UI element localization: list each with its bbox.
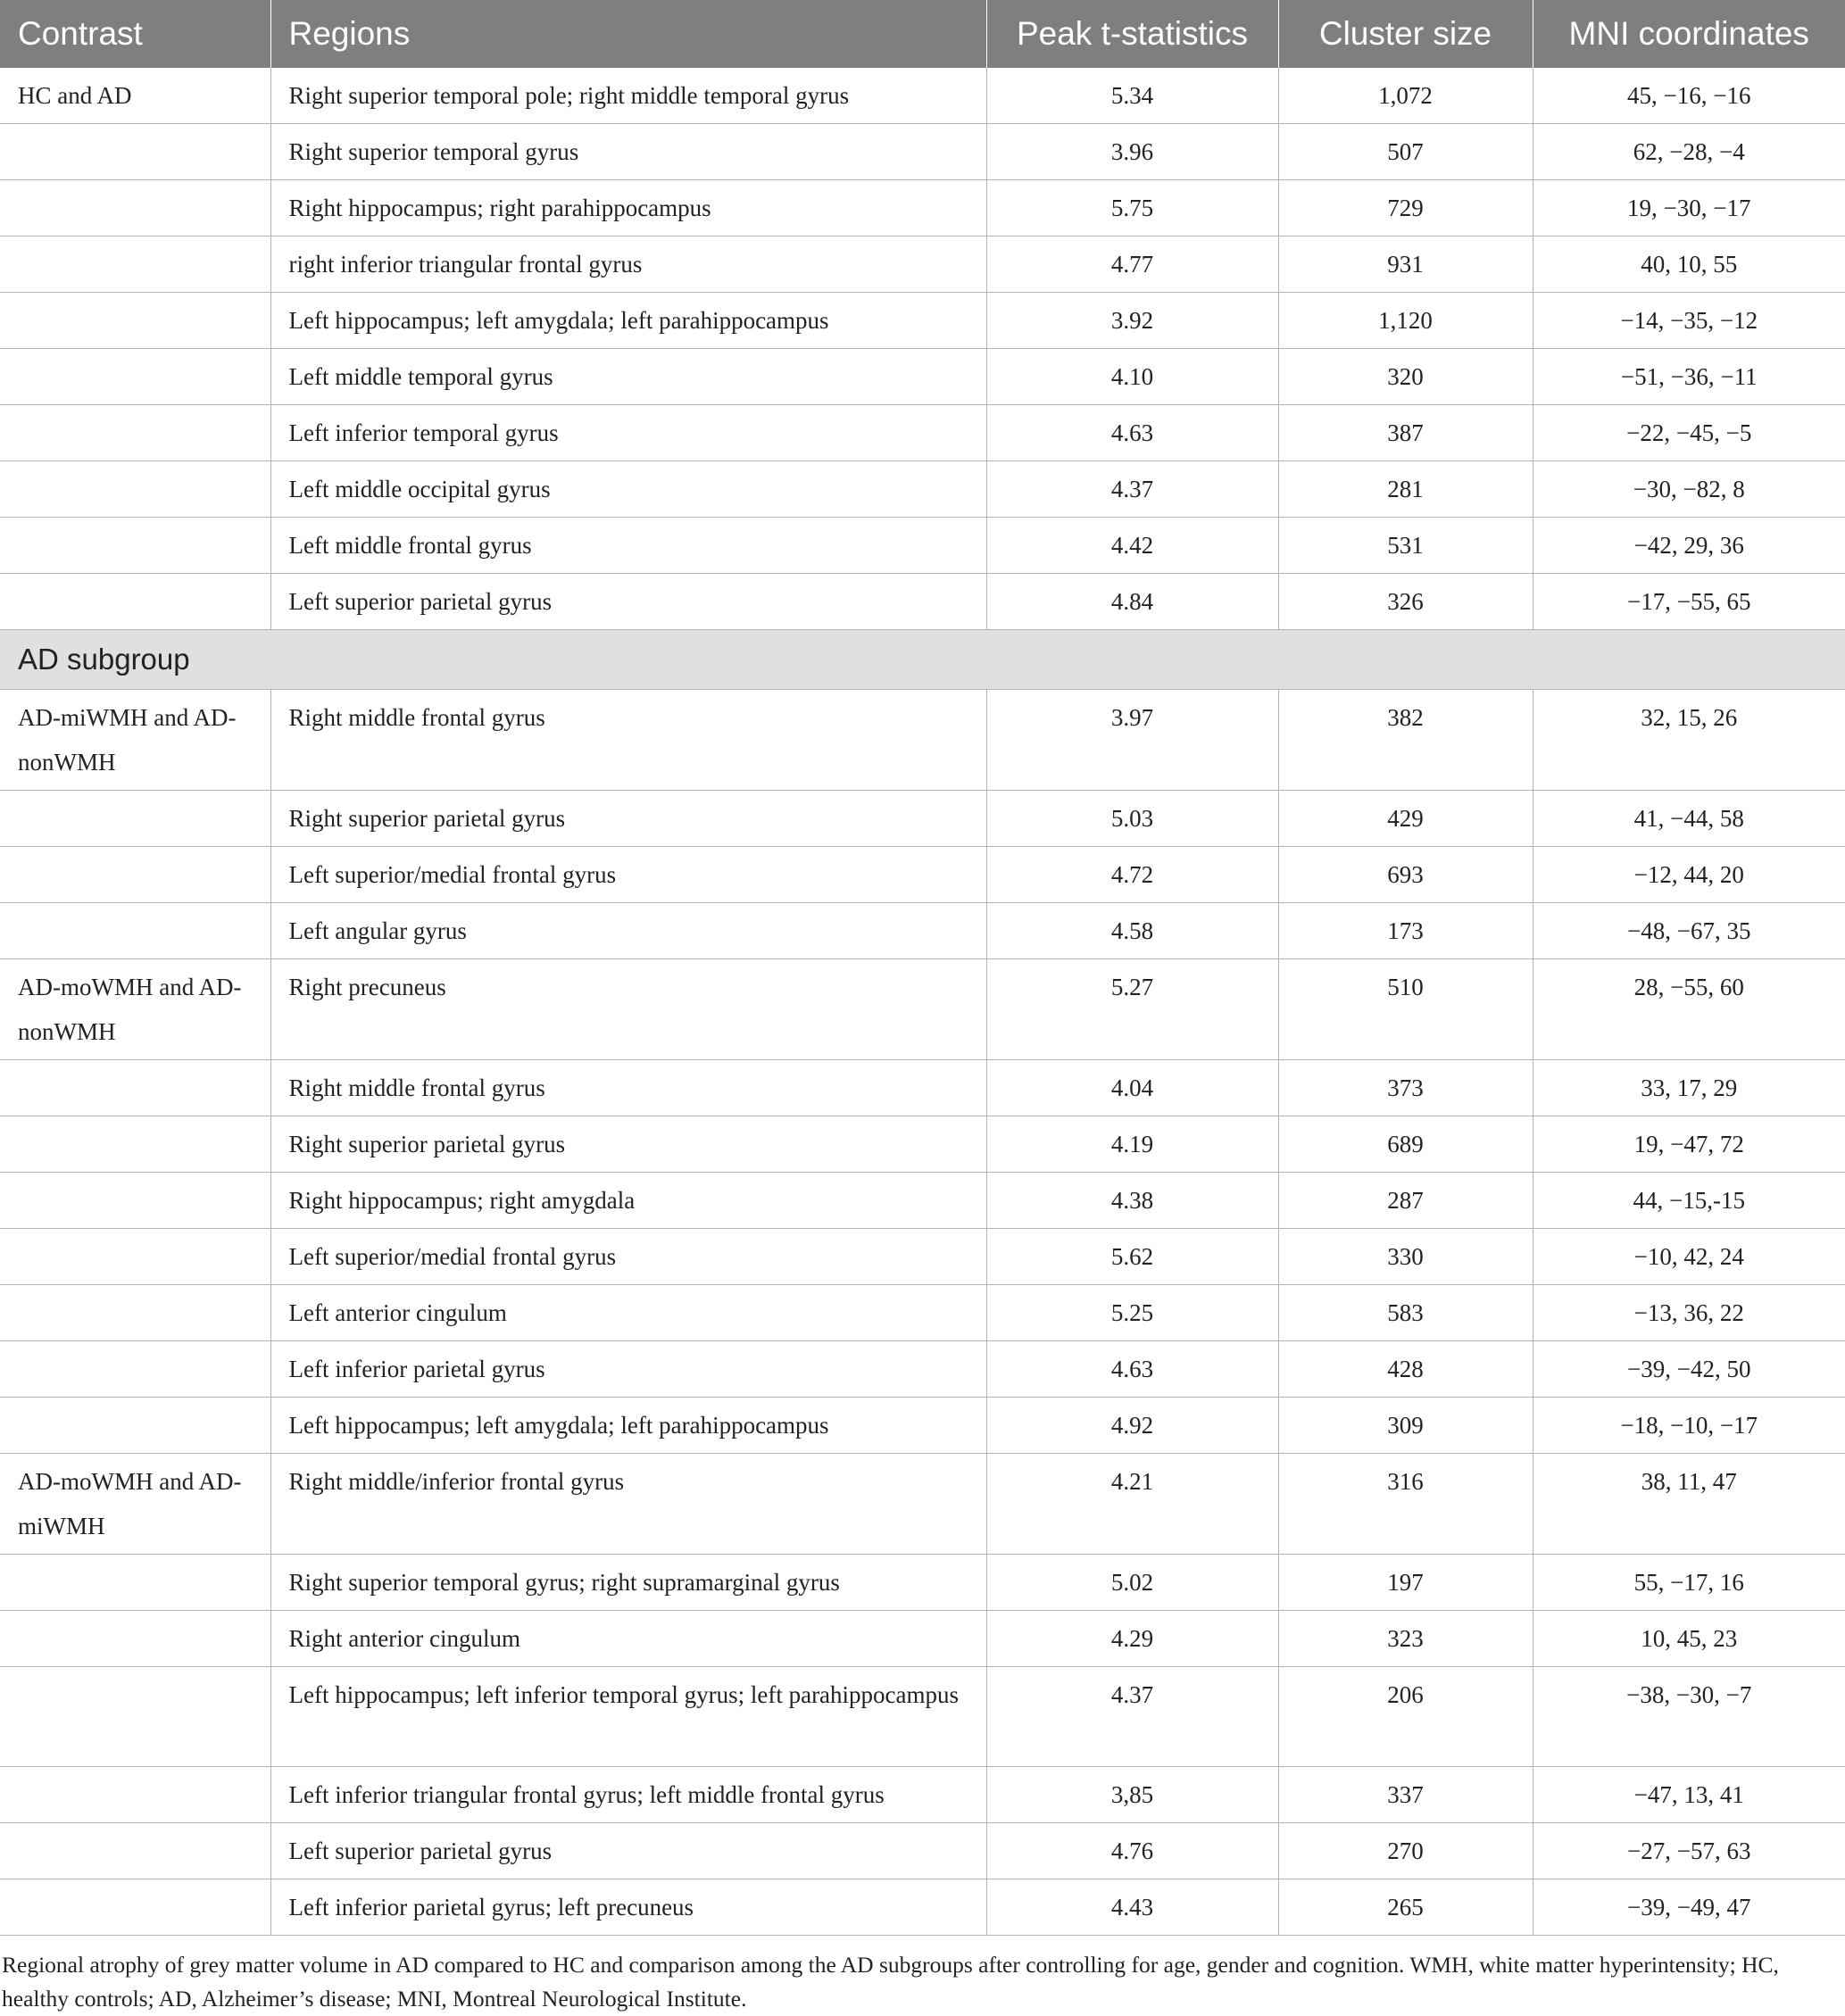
table-row — [0, 68, 1845, 124]
table-row — [0, 1879, 1845, 1936]
cell-mni: 28, −55, 60 — [1533, 959, 1845, 1060]
table-row — [0, 1229, 1845, 1285]
cell-cluster-size: 428 — [1278, 1341, 1533, 1398]
header-cluster-size: Cluster size — [1278, 0, 1533, 68]
cell-mni: 62, −28, −4 — [1533, 124, 1845, 180]
cell-region: Right superior temporal gyrus — [270, 124, 986, 180]
cell-mni: −48, −67, 35 — [1533, 903, 1845, 959]
table-row — [0, 349, 1845, 405]
table-row — [0, 180, 1845, 236]
cell-contrast — [0, 180, 270, 236]
header-mni: MNI coordinates — [1533, 0, 1845, 68]
cell-peak-t: 3.97 — [986, 690, 1278, 791]
cell-mni: −22, −45, −5 — [1533, 405, 1845, 461]
cell-peak-t: 5.34 — [986, 68, 1278, 124]
cell-mni: 44, −15,-15 — [1533, 1173, 1845, 1229]
cell-mni: −39, −42, 50 — [1533, 1341, 1845, 1398]
cell-peak-t: 4.38 — [986, 1173, 1278, 1229]
cell-mni: −30, −82, 8 — [1533, 461, 1845, 518]
cell-cluster-size: 693 — [1278, 847, 1533, 903]
cell-cluster-size: 510 — [1278, 959, 1533, 1060]
cell-peak-t: 4.84 — [986, 574, 1278, 630]
cell-peak-t: 4.63 — [986, 1341, 1278, 1398]
cell-mni: −27, −57, 63 — [1533, 1823, 1845, 1879]
cell-cluster-size: 1,072 — [1278, 68, 1533, 124]
cell-peak-t: 4.92 — [986, 1398, 1278, 1454]
cell-peak-t: 4.76 — [986, 1823, 1278, 1879]
cell-peak-t: 4.42 — [986, 518, 1278, 574]
cell-cluster-size: 316 — [1278, 1454, 1533, 1555]
cell-region: Left superior/medial frontal gyrus — [270, 847, 986, 903]
cell-contrast — [0, 1116, 270, 1173]
table-row — [0, 1173, 1845, 1229]
table-row — [0, 1767, 1845, 1823]
table-row — [0, 1823, 1845, 1879]
cell-region: Left middle frontal gyrus — [270, 518, 986, 574]
cell-contrast: AD-moWMH and AD-miWMH — [0, 1454, 270, 1555]
table-row — [0, 903, 1845, 959]
table-caption: Regional atrophy of grey matter volume in AD compared to HC and comparison among the AD subgroups after controlling for age, gender and cognition. WMH, white matter hyperintensity; HC, healthy controls; AD, Alzheimer’s disease; MNI, Montreal Neurological Institute. — [2, 1952, 1779, 2012]
cell-peak-t: 4.77 — [986, 236, 1278, 293]
cell-cluster-size: 330 — [1278, 1229, 1533, 1285]
header-regions: Regions — [270, 0, 986, 68]
cell-peak-t: 4.04 — [986, 1060, 1278, 1116]
cell-peak-t: 5.03 — [986, 791, 1278, 847]
table-row — [0, 405, 1845, 461]
cell-peak-t: 4.10 — [986, 349, 1278, 405]
cell-contrast — [0, 1879, 270, 1936]
cell-cluster-size: 309 — [1278, 1398, 1533, 1454]
cell-cluster-size: 206 — [1278, 1667, 1533, 1767]
cell-mni: 38, 11, 47 — [1533, 1454, 1845, 1555]
cell-region: Right superior temporal gyrus; right supramarginal gyrus — [270, 1555, 986, 1611]
cell-peak-t: 5.27 — [986, 959, 1278, 1060]
table-row — [0, 461, 1845, 518]
cell-peak-t: 4.43 — [986, 1879, 1278, 1936]
cell-contrast — [0, 1823, 270, 1879]
cell-region: Left hippocampus; left amygdala; left parahippocampus — [270, 293, 986, 349]
cell-mni: −38, −30, −7 — [1533, 1667, 1845, 1767]
cell-peak-t: 3.96 — [986, 124, 1278, 180]
cell-region: Right precuneus — [270, 959, 986, 1060]
cell-cluster-size: 729 — [1278, 180, 1533, 236]
cell-cluster-size: 320 — [1278, 349, 1533, 405]
cell-contrast — [0, 1667, 270, 1767]
cell-contrast — [0, 293, 270, 349]
cell-cluster-size: 337 — [1278, 1767, 1533, 1823]
cell-region: Left hippocampus; left amygdala; left parahippocampus — [270, 1398, 986, 1454]
cell-contrast — [0, 405, 270, 461]
cell-peak-t: 3,85 — [986, 1767, 1278, 1823]
cell-peak-t: 5.62 — [986, 1229, 1278, 1285]
cell-cluster-size: 326 — [1278, 574, 1533, 630]
cell-region: Right middle/inferior frontal gyrus — [270, 1454, 986, 1555]
cell-cluster-size: 387 — [1278, 405, 1533, 461]
cell-contrast — [0, 461, 270, 518]
cell-peak-t: 4.63 — [986, 405, 1278, 461]
cell-contrast: HC and AD — [0, 68, 270, 124]
table-row — [0, 1555, 1845, 1611]
cell-region: Right anterior cingulum — [270, 1611, 986, 1667]
cell-contrast — [0, 518, 270, 574]
cell-cluster-size: 931 — [1278, 236, 1533, 293]
cell-peak-t: 4.19 — [986, 1116, 1278, 1173]
cell-mni: −10, 42, 24 — [1533, 1229, 1845, 1285]
cell-region: Left superior parietal gyrus — [270, 574, 986, 630]
cell-region: Left superior parietal gyrus — [270, 1823, 986, 1879]
cell-cluster-size: 531 — [1278, 518, 1533, 574]
cell-contrast — [0, 1611, 270, 1667]
table-row — [0, 124, 1845, 180]
cell-contrast — [0, 574, 270, 630]
cell-region: Right superior parietal gyrus — [270, 791, 986, 847]
cell-contrast — [0, 791, 270, 847]
cell-mni: 32, 15, 26 — [1533, 690, 1845, 791]
cell-mni: −12, 44, 20 — [1533, 847, 1845, 903]
table-row — [0, 1398, 1845, 1454]
header-contrast: Contrast — [0, 0, 270, 68]
cell-peak-t: 4.72 — [986, 847, 1278, 903]
cell-contrast — [0, 1341, 270, 1398]
cell-mni: 45, −16, −16 — [1533, 68, 1845, 124]
cell-mni: 19, −30, −17 — [1533, 180, 1845, 236]
cell-contrast — [0, 1229, 270, 1285]
cell-cluster-size: 429 — [1278, 791, 1533, 847]
cell-contrast — [0, 124, 270, 180]
cell-mni: 33, 17, 29 — [1533, 1060, 1845, 1116]
cell-region: Left inferior parietal gyrus — [270, 1341, 986, 1398]
cell-peak-t: 5.25 — [986, 1285, 1278, 1341]
cell-region: Left inferior triangular frontal gyrus; left middle frontal gyrus — [270, 1767, 986, 1823]
table-row — [0, 574, 1845, 630]
cell-contrast — [0, 349, 270, 405]
cell-mni: 41, −44, 58 — [1533, 791, 1845, 847]
cell-mni: −51, −36, −11 — [1533, 349, 1845, 405]
cell-mni: −17, −55, 65 — [1533, 574, 1845, 630]
section-row — [0, 630, 1845, 690]
table-row — [0, 518, 1845, 574]
cell-cluster-size: 689 — [1278, 1116, 1533, 1173]
cell-peak-t: 4.37 — [986, 461, 1278, 518]
cell-cluster-size: 373 — [1278, 1060, 1533, 1116]
cell-contrast — [0, 1285, 270, 1341]
table-row — [0, 1611, 1845, 1667]
table-row — [0, 1454, 1845, 1555]
cell-cluster-size: 507 — [1278, 124, 1533, 180]
cell-peak-t: 4.58 — [986, 903, 1278, 959]
cell-region: Left middle occipital gyrus — [270, 461, 986, 518]
cell-region: Left anterior cingulum — [270, 1285, 986, 1341]
cell-peak-t: 4.29 — [986, 1611, 1278, 1667]
cell-contrast — [0, 903, 270, 959]
table-row — [0, 1116, 1845, 1173]
cell-peak-t: 5.75 — [986, 180, 1278, 236]
cell-cluster-size: 281 — [1278, 461, 1533, 518]
cell-mni: −39, −49, 47 — [1533, 1879, 1845, 1936]
section-label: AD subgroup — [0, 630, 1845, 690]
table-row — [0, 959, 1845, 1060]
cell-contrast — [0, 847, 270, 903]
cell-region: Left hippocampus; left inferior temporal gyrus; left parahippocampus — [270, 1667, 986, 1767]
cell-region: Left superior/medial frontal gyrus — [270, 1229, 986, 1285]
cell-peak-t: 4.37 — [986, 1667, 1278, 1767]
cell-region: Right superior temporal pole; right middle temporal gyrus — [270, 68, 986, 124]
cell-cluster-size: 583 — [1278, 1285, 1533, 1341]
cell-cluster-size: 382 — [1278, 690, 1533, 791]
cell-cluster-size: 173 — [1278, 903, 1533, 959]
cell-region: Left inferior parietal gyrus; left precuneus — [270, 1879, 986, 1936]
table-row — [0, 791, 1845, 847]
cell-mni: 10, 45, 23 — [1533, 1611, 1845, 1667]
cell-mni: 19, −47, 72 — [1533, 1116, 1845, 1173]
cell-contrast — [0, 1398, 270, 1454]
cell-region: Right middle frontal gyrus — [270, 1060, 986, 1116]
cell-cluster-size: 270 — [1278, 1823, 1533, 1879]
cell-region: Left inferior temporal gyrus — [270, 405, 986, 461]
cell-mni: −14, −35, −12 — [1533, 293, 1845, 349]
table-row — [0, 690, 1845, 791]
cell-mni: 40, 10, 55 — [1533, 236, 1845, 293]
cell-cluster-size: 287 — [1278, 1173, 1533, 1229]
header-peak-t: Peak t-statistics — [986, 0, 1278, 68]
table-row — [0, 293, 1845, 349]
cell-cluster-size: 265 — [1278, 1879, 1533, 1936]
cell-mni: −13, 36, 22 — [1533, 1285, 1845, 1341]
cell-contrast — [0, 236, 270, 293]
cell-mni: 55, −17, 16 — [1533, 1555, 1845, 1611]
table-row — [0, 236, 1845, 293]
cell-region: Left angular gyrus — [270, 903, 986, 959]
cell-region: Right superior parietal gyrus — [270, 1116, 986, 1173]
cell-peak-t: 4.21 — [986, 1454, 1278, 1555]
cell-contrast — [0, 1060, 270, 1116]
cell-region: Left middle temporal gyrus — [270, 349, 986, 405]
cell-contrast: AD-moWMH and AD-nonWMH — [0, 959, 270, 1060]
cell-region: Right hippocampus; right parahippocampus — [270, 180, 986, 236]
cell-mni: −18, −10, −17 — [1533, 1398, 1845, 1454]
table-row — [0, 847, 1845, 903]
table-row — [0, 1285, 1845, 1341]
cell-peak-t: 5.02 — [986, 1555, 1278, 1611]
table-row — [0, 1341, 1845, 1398]
header-row — [0, 0, 1845, 68]
cell-mni: −47, 13, 41 — [1533, 1767, 1845, 1823]
cell-contrast: AD-miWMH and AD-nonWMH — [0, 690, 270, 791]
cell-cluster-size: 323 — [1278, 1611, 1533, 1667]
cell-peak-t: 3.92 — [986, 293, 1278, 349]
table-row — [0, 1667, 1845, 1767]
table-body — [0, 68, 1845, 1936]
cell-contrast — [0, 1767, 270, 1823]
cell-cluster-size: 197 — [1278, 1555, 1533, 1611]
cell-region: Right hippocampus; right amygdala — [270, 1173, 986, 1229]
table-row — [0, 1060, 1845, 1116]
cell-contrast — [0, 1555, 270, 1611]
cell-region: right inferior triangular frontal gyrus — [270, 236, 986, 293]
cell-contrast — [0, 1173, 270, 1229]
cell-mni: −42, 29, 36 — [1533, 518, 1845, 574]
cell-cluster-size: 1,120 — [1278, 293, 1533, 349]
cell-region: Right middle frontal gyrus — [270, 690, 986, 791]
